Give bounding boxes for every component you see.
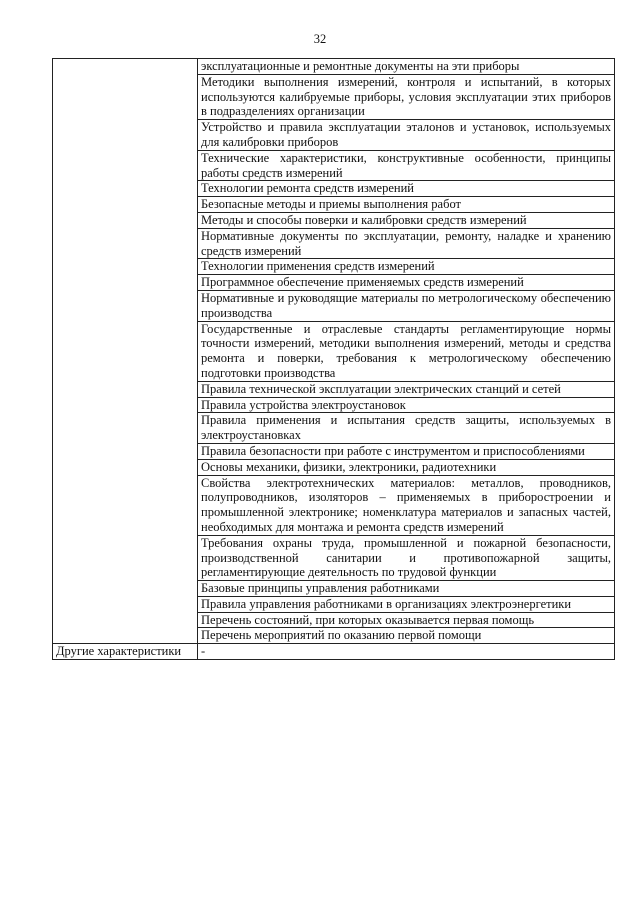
page-number: 32 [313,32,327,46]
knowledge-item: Правила технической эксплуатации электрических станций и сетей [198,381,615,397]
knowledge-item: Технические характеристики, конструктивные особенности, принципы работы средств измерений [198,150,615,181]
knowledge-item: Базовые принципы управления работниками [198,581,615,597]
knowledge-item: Нормативные документы по эксплуатации, ремонту, наладке и хранению средств измерений [198,228,615,259]
knowledge-item: Методики выполнения измерений, контроля и испытаний, в которых используются калибруемые приборы, условия эксплуатации этих приборов в подразделениях организации [198,74,615,119]
knowledge-item: Правила безопасности при работе с инструментом и приспособлениями [198,443,615,459]
knowledge-item: Правила устройства электроустановок [198,397,615,413]
knowledge-item: Безопасные методы и приемы выполнения работ [198,197,615,213]
knowledge-item: Программное обеспечение применяемых средств измерений [198,275,615,291]
requirements-table-body [53,59,615,660]
knowledge-item: Методы и способы поверки и калибровки средств измерений [198,212,615,228]
knowledge-item: Правила управления работниками в организациях электроэнергетики [198,596,615,612]
knowledge-item: Государственные и отраслевые стандарты регламентирующие нормы точности измерений, методики выполнения измерений, методы и средства ремонта и поверки, требования к метрологическому обеспечению подготовки производства [198,321,615,381]
knowledge-item: Правила применения и испытания средств защиты, используемых в электроустановках [198,413,615,444]
other-characteristics-label: Другие характеристики [53,644,198,660]
knowledge-item: эксплуатационные и ремонтные документы на эти приборы [198,59,615,75]
knowledge-item: Требования охраны труда, промышленной и пожарной безопасности, производственной санитарии и противопожарной защиты, регламентирующие деятельность по трудовой функции [198,535,615,580]
knowledge-item: Технологии применения средств измерений [198,259,615,275]
table-row-other [53,644,615,660]
requirements-table [52,58,615,660]
knowledge-item: Свойства электротехнических материалов: металлов, проводников, полупроводников, изоляторов – применяемых в приборостроении и промышленной электронике; номенклатура материалов и запасных частей, необходимых для монтажа и ремонта средств измерений [198,475,615,535]
knowledge-item: Технологии ремонта средств измерений [198,181,615,197]
knowledge-item: Устройство и правила эксплуатации эталонов и установок, используемых для калибровки приборов [198,120,615,151]
knowledge-item: Нормативные и руководящие материалы по метрологическому обеспечению производства [198,290,615,321]
table-row [53,59,615,75]
knowledge-item: Перечень мероприятий по оказанию первой помощи [198,628,615,644]
knowledge-item: Перечень состояний, при которых оказывается первая помощь [198,612,615,628]
knowledge-item: Основы механики, физики, электроники, радиотехники [198,459,615,475]
other-characteristics-value: - [198,644,615,660]
left-empty-cell [53,59,198,644]
